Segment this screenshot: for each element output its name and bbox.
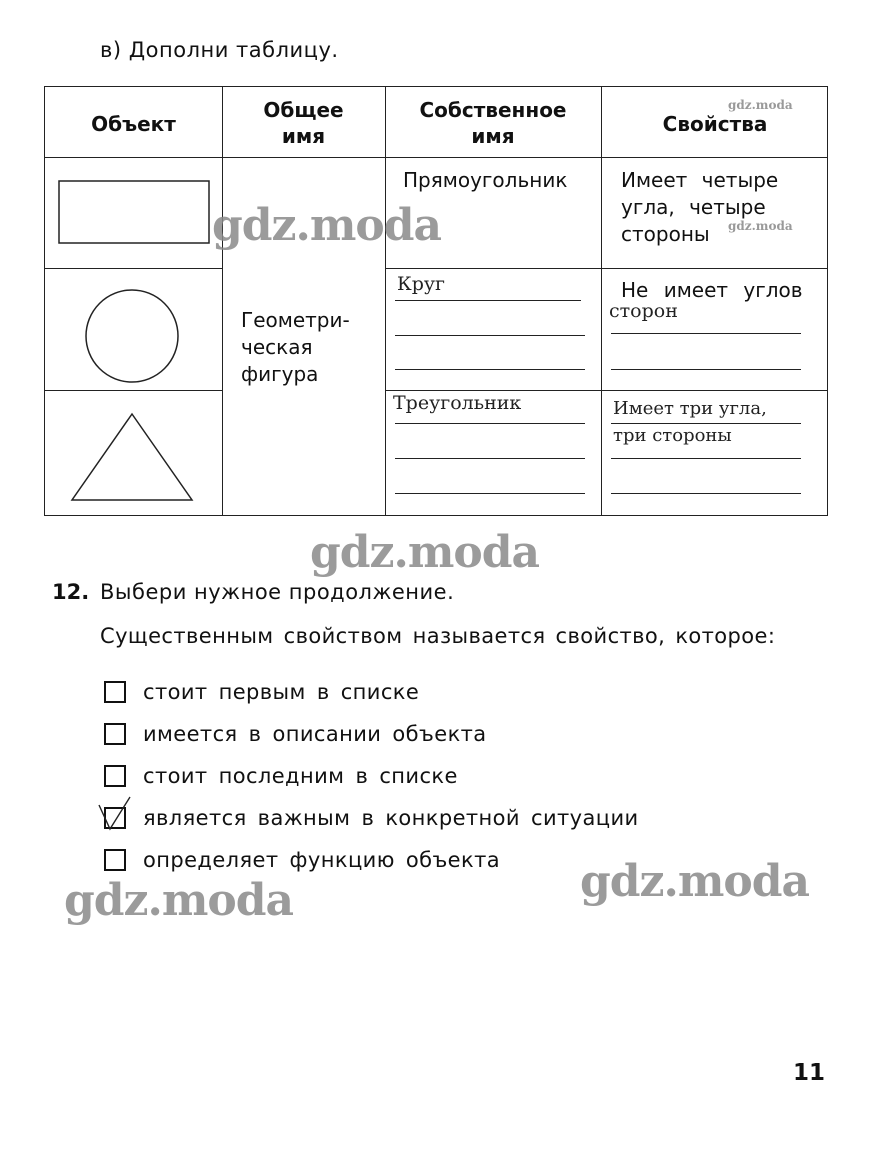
common-name-line: ческая (241, 335, 313, 359)
proper-name-triangle: Треугольник (393, 392, 522, 414)
option-label: имеется в описании объекта (143, 722, 487, 746)
header-proper-name-line: Собственное (419, 98, 567, 122)
write-line (611, 369, 801, 370)
properties-circle-handwritten: сторон (609, 300, 678, 322)
checkbox[interactable] (104, 765, 126, 787)
header-common-name-line: Общее (263, 98, 344, 122)
checkbox[interactable] (104, 681, 126, 703)
option-label: является важным в конкретной ситуации (143, 806, 639, 830)
write-line (611, 333, 801, 334)
properties-circle-printed: Не имеет углов (621, 278, 803, 302)
write-line (395, 300, 581, 301)
checkbox[interactable] (104, 723, 126, 745)
write-line (395, 423, 585, 424)
option-label: стоит первым в списке (143, 680, 420, 704)
header-object: Объект (91, 112, 176, 136)
exercise-title: Выбери нужное продолжение. (100, 580, 455, 604)
exercise-question: Существенным свойством называется свойство, которое: (100, 624, 776, 648)
write-line (611, 423, 801, 424)
proper-name-circle: Круг (397, 273, 446, 295)
table-divider (45, 390, 222, 391)
header-proper-name (385, 97, 601, 149)
header-common-name (222, 97, 385, 149)
option-item[interactable] (104, 680, 419, 704)
properties-line: угла, четыре (621, 195, 766, 219)
fill-table (44, 86, 828, 516)
exercise-number: 12. (52, 580, 90, 604)
header-proper-name-line: имя (471, 124, 515, 148)
header-common-name-line: имя (281, 124, 326, 148)
write-line (395, 493, 585, 494)
table-divider (45, 157, 827, 158)
write-line (611, 458, 801, 459)
properties-line: Имеет четыре (621, 168, 779, 192)
properties-line: Имеет три угла, (613, 398, 767, 419)
properties-rectangle (621, 167, 778, 248)
watermark-small: gdz.moda (728, 98, 793, 112)
checkmark-icon (97, 795, 131, 831)
checkbox-checked[interactable] (104, 807, 126, 829)
common-name-line: Геометри- (241, 308, 350, 332)
table-divider (385, 268, 827, 269)
table-divider (385, 390, 827, 391)
watermark: gdz.moda (212, 200, 442, 251)
option-item[interactable] (104, 848, 500, 872)
write-line (395, 335, 585, 336)
properties-line: три стороны (613, 425, 732, 446)
properties-triangle-handwritten (613, 395, 767, 449)
watermark: gdz.moda (310, 527, 540, 578)
task-title: в) Дополни таблицу. (100, 38, 339, 62)
header-properties: Свойства (662, 112, 768, 136)
common-name-line: фигура (241, 362, 319, 386)
write-line (395, 369, 585, 370)
properties-line: стороны (621, 222, 710, 246)
option-label: стоит последним в списке (143, 764, 458, 788)
circle-icon (84, 288, 180, 384)
table-divider (45, 268, 222, 269)
write-line (611, 493, 801, 494)
option-item[interactable] (104, 806, 639, 830)
table-divider (601, 87, 602, 515)
checkbox[interactable] (104, 849, 126, 871)
rectangle-icon (57, 179, 211, 245)
watermark-small: gdz.moda (728, 219, 793, 233)
option-label: определяет функцию объекта (143, 848, 500, 872)
common-name-value (241, 307, 350, 388)
page-number: 11 (792, 1060, 825, 1086)
triangle-icon (70, 412, 194, 502)
write-line (395, 458, 585, 459)
table-divider (222, 87, 223, 515)
table-divider (385, 87, 386, 515)
option-item[interactable] (104, 764, 458, 788)
watermark: gdz.moda (580, 856, 810, 907)
option-item[interactable] (104, 722, 487, 746)
proper-name-rectangle: Прямоугольник (403, 168, 568, 192)
watermark: gdz.moda (64, 875, 294, 926)
